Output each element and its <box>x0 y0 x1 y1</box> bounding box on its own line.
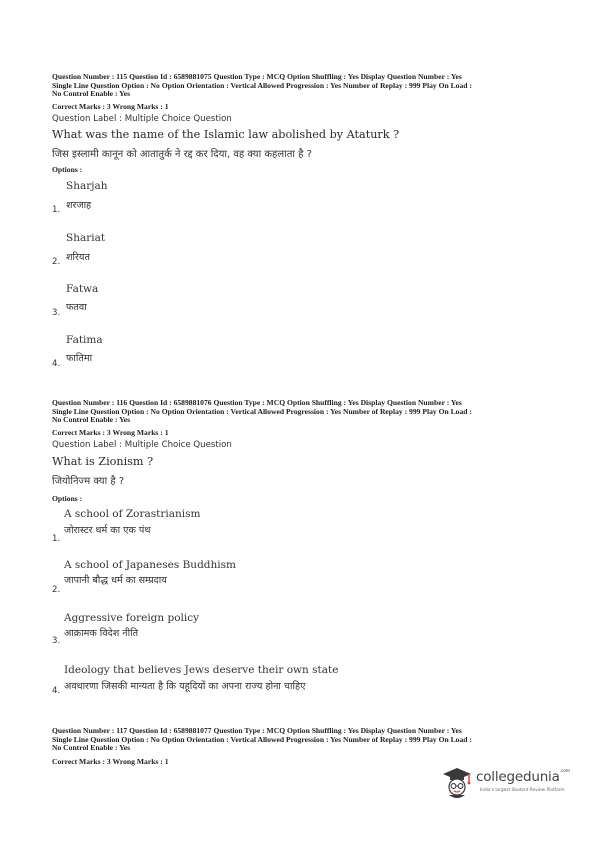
option-4-number: 4. <box>52 359 61 369</box>
question-116-text-en: What is Zionism ? <box>52 455 154 468</box>
option-1-number: 1. <box>52 205 61 215</box>
meta-line: Question Number : 115 Question Id : 6589881075 Question Type : MCQ Option Shuffling : Yes Display Question Number : Yes <box>52 72 462 81</box>
meta-line: Question Number : 117 Question Id : 6589881077 Question Type : MCQ Option Shuffling : Yes Display Question Number : Yes <box>52 726 462 735</box>
question-115-options-label: Options : <box>52 165 83 174</box>
option-2-number: 2. <box>52 585 61 595</box>
question-115-text-hi: जिस इस्लामी कानून को आतातुर्क ने रद्द कर दिया, वह क्या कहलाता है ? <box>52 149 312 160</box>
question-115-text-en: What was the name of the Islamic law abolished by Ataturk ? <box>52 128 400 141</box>
question-115-meta <box>52 73 552 99</box>
graduate-mascot-icon <box>440 765 474 799</box>
option-1-hi[interactable]: जोरास्टर धर्म का एक पंथ <box>64 525 151 536</box>
option-3-hi[interactable]: फतवा <box>66 302 87 313</box>
question-116-label: Question Label : Multiple Choice Question <box>52 440 232 450</box>
meta-line: No Control Enable : Yes <box>52 89 131 99</box>
option-1-en[interactable]: A school of Zorastrianism <box>64 508 201 520</box>
question-116-options-label: Options : <box>52 494 83 503</box>
option-2-hi[interactable]: शरियत <box>66 252 90 263</box>
meta-line: Single Line Question Option : No Option Orientation : Vertical Allowed Progression : Yes Number of Replay : 999 Play On Load : <box>52 80 472 90</box>
question-115-marks: Correct Marks : 3 Wrong Marks : 1 <box>52 102 169 111</box>
logo-name-suffix: .com <box>559 769 570 774</box>
collegedunia-logo <box>440 763 570 805</box>
option-3-number: 3. <box>52 636 61 646</box>
logo-tagline: India's largest Student Review Platform <box>480 788 565 793</box>
option-2-number: 2. <box>52 257 61 267</box>
meta-line: No Control Enable : Yes <box>52 415 131 425</box>
option-4-hi[interactable]: अवधारणा जिसकी मान्यता है कि यहूदियों का अपना राज्य होना चाहिए <box>64 681 306 692</box>
logo-wordmark <box>476 769 570 785</box>
option-3-en[interactable]: Fatwa <box>66 283 99 295</box>
question-116-text-hi: जियोनिज्म क्या है ? <box>52 476 125 487</box>
question-117-meta <box>52 727 552 753</box>
logo-name-text: collegedunia <box>476 769 560 785</box>
option-2-en[interactable]: Shariat <box>66 232 106 244</box>
option-1-en[interactable]: Sharjah <box>66 180 108 192</box>
question-116-meta <box>52 399 552 425</box>
option-4-en[interactable]: Ideology that believes Jews deserve their own state <box>64 664 339 676</box>
option-1-number: 1. <box>52 534 61 544</box>
option-3-hi[interactable]: आक्रामक विदेश नीति <box>64 628 139 639</box>
option-4-en[interactable]: Fatima <box>66 334 103 346</box>
option-4-number: 4. <box>52 686 61 696</box>
question-116-marks: Correct Marks : 3 Wrong Marks : 1 <box>52 428 169 437</box>
option-2-en[interactable]: A school of Japaneses Buddhism <box>64 559 236 571</box>
meta-line: Question Number : 116 Question Id : 6589881076 Question Type : MCQ Option Shuffling : Yes Display Question Number : Yes <box>52 398 462 407</box>
option-1-hi[interactable]: शरजाह <box>66 200 92 211</box>
option-2-hi[interactable]: जापानी बौद्ध धर्म का सम्प्रदाय <box>64 575 167 586</box>
question-115-label: Question Label : Multiple Choice Question <box>52 114 232 124</box>
meta-line: Single Line Question Option : No Option Orientation : Vertical Allowed Progression : Yes Number of Replay : 999 Play On Load : <box>52 406 472 416</box>
meta-line: No Control Enable : Yes <box>52 743 131 753</box>
option-3-number: 3. <box>52 308 61 318</box>
question-117-marks: Correct Marks : 3 Wrong Marks : 1 <box>52 757 169 766</box>
option-4-hi[interactable]: फातिमा <box>66 353 93 364</box>
option-3-en[interactable]: Aggressive foreign policy <box>64 612 200 624</box>
meta-line: Single Line Question Option : No Option Orientation : Vertical Allowed Progression : Yes Number of Replay : 999 Play On Load : <box>52 734 472 744</box>
